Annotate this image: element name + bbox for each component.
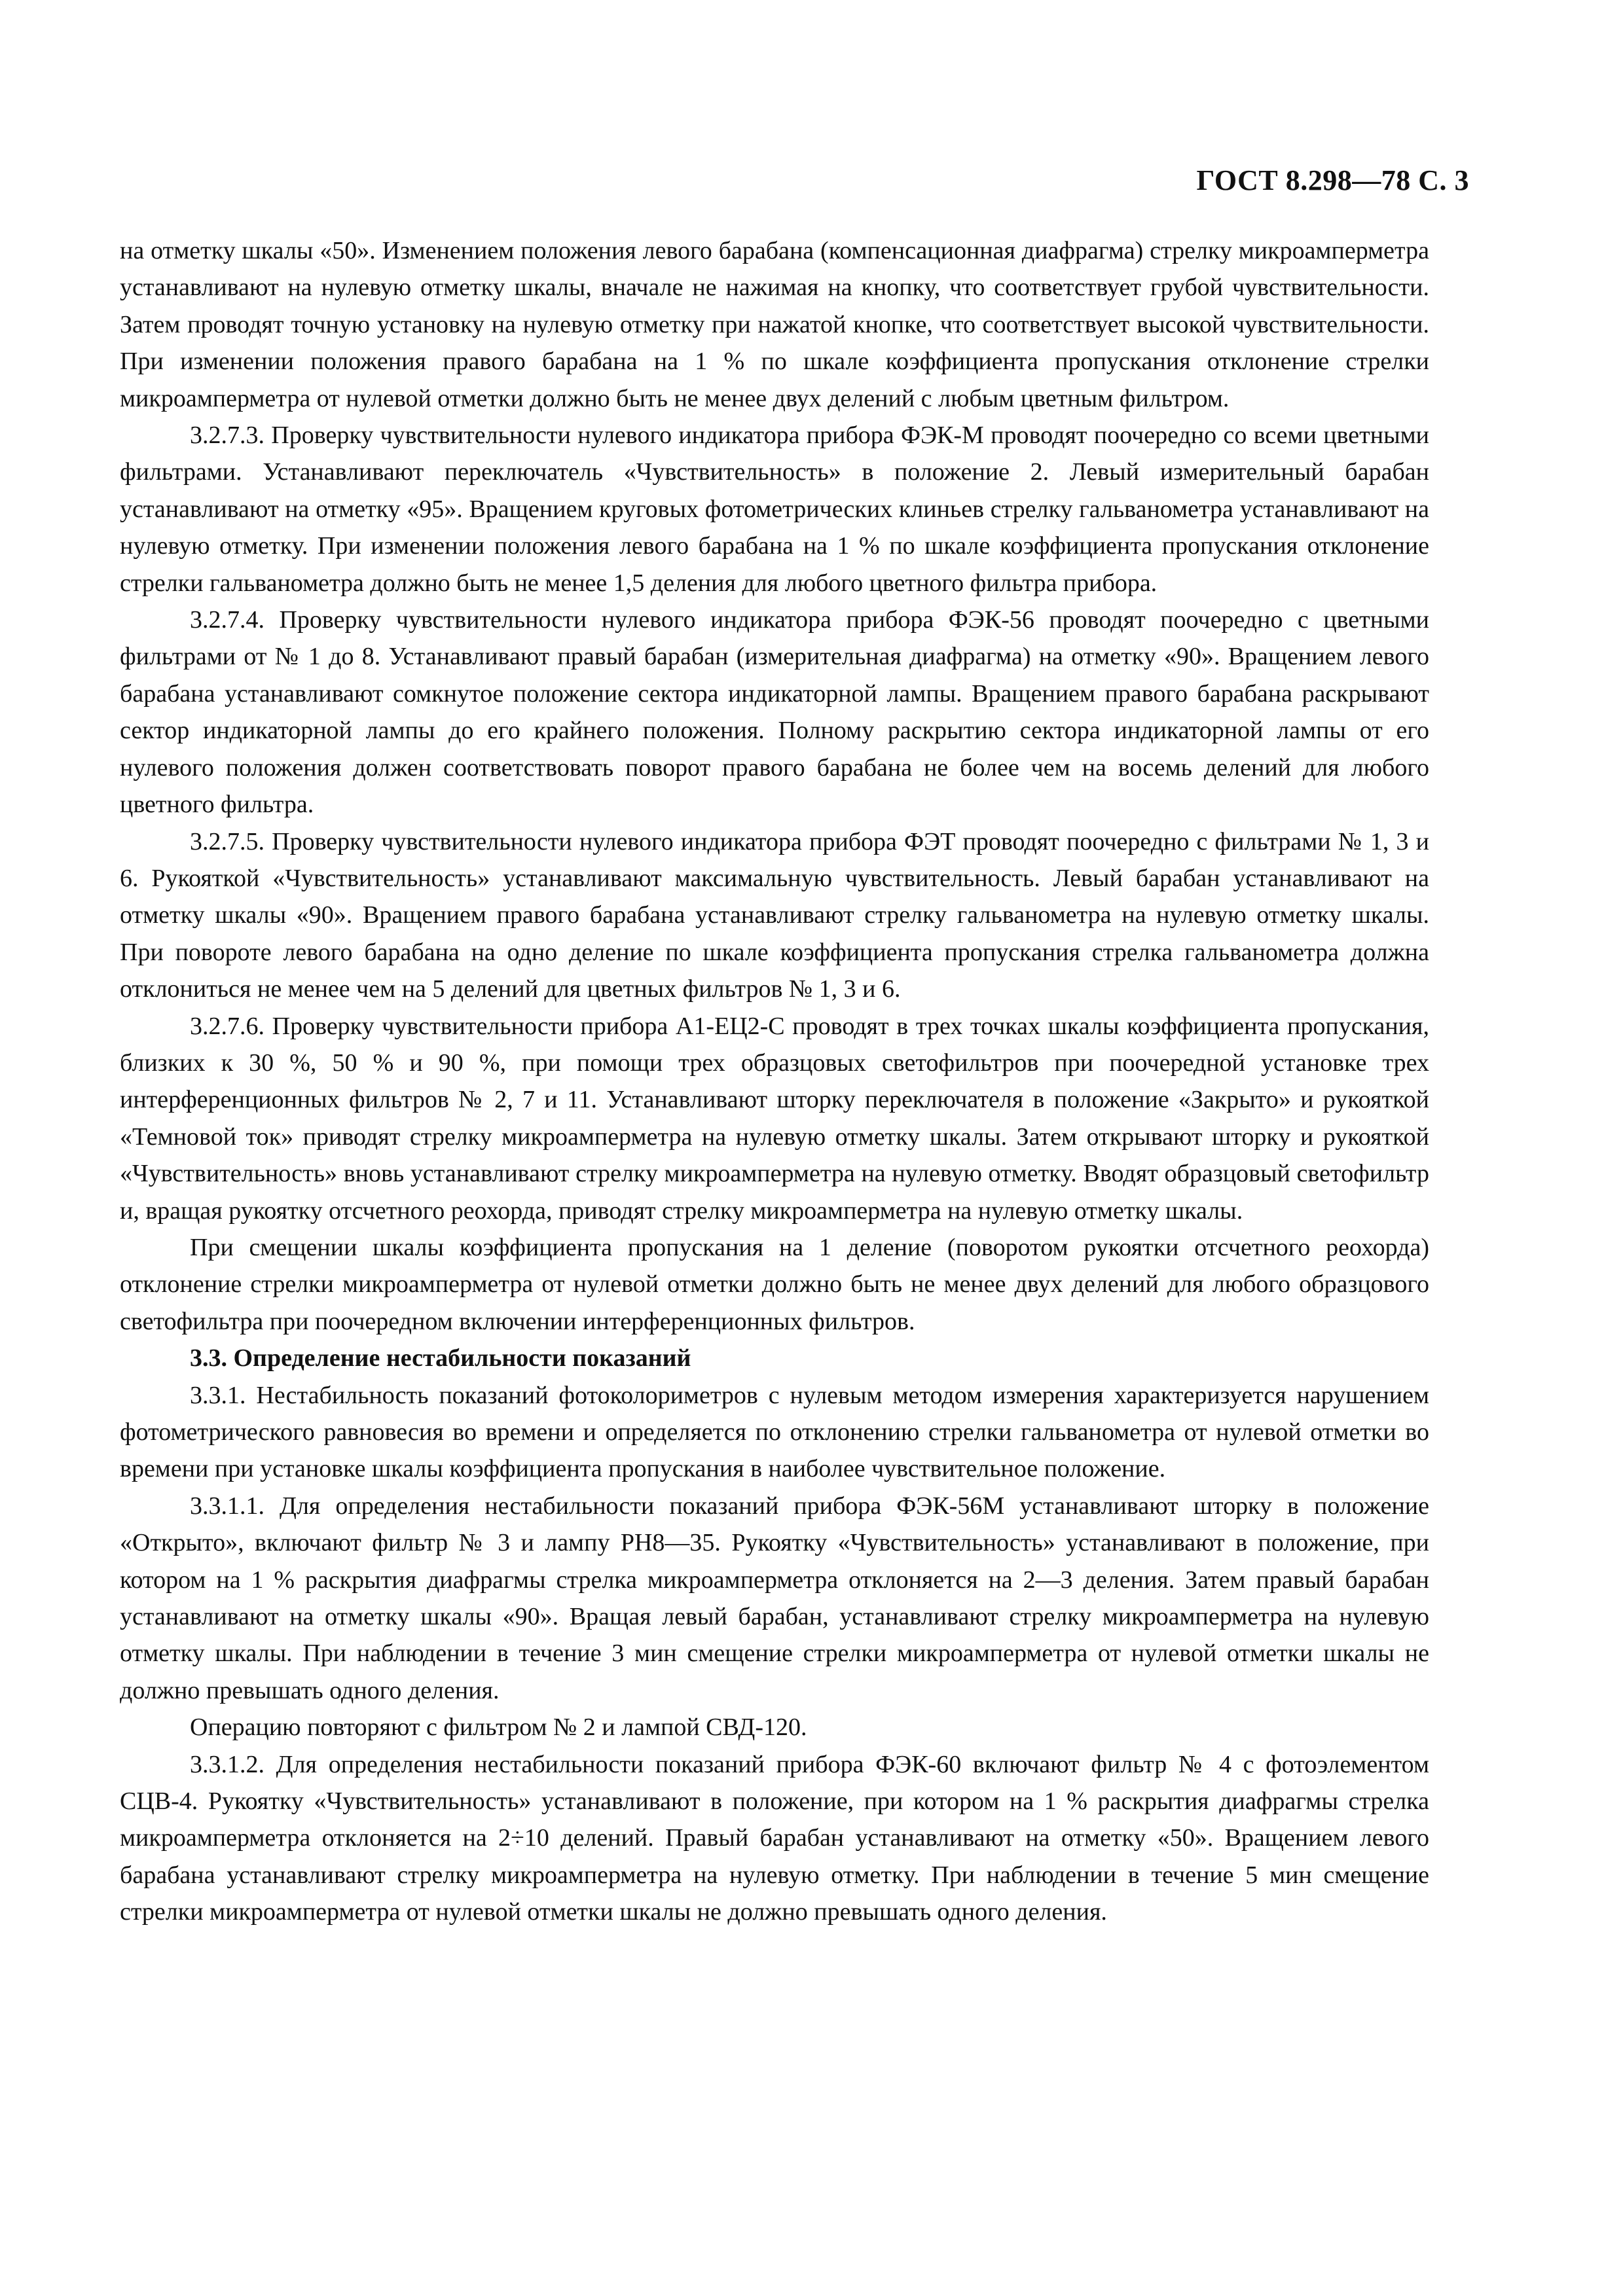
running-header: ГОСТ 8.298—78 С. 3 [1196,164,1469,196]
paragraph-continuation: на отметку шкалы «50». Изменением положения левого барабана (компенсационная диафрагма) стрелку микроамперметра устанавливают на нулевую отметку шкалы, вначале не нажимая на кнопку, что соответствует грубой чувствительности. Затем проводят точную установку на нулевую отметку при нажатой кнопке, что соответствует высокой чувствительности. При изменении положения правого барабана на 1 % по шкале коэффициента пропускания отклонение стрелки микроамперметра от нулевой отметки должно быть не менее двух делений с любым цветным фильтром. [120,237,1429,412]
paragraph-scale-shift: При смещении шкалы коэффициента пропускания на 1 деление (поворотом рукоятки отсчетного реохорда) отклонение стрелки микроамперметра от нулевой отметки должно быть не менее двух делений для любого образцового светофильтра при поочередном включении интерференционных фильтров. [120,1233,1429,1335]
paragraph-3-3-1: 3.3.1. Нестабильность показаний фотоколориметров с нулевым методом измерения характеризуется нарушением фотометрического равновесия во времени и определяется по отклонению стрелки гальванометра от нулевой отметки во времени при установке шкалы коэффициента пропускания в наиболее чувствительное положение. [120,1381,1429,1483]
paragraph-3-3-1-2: 3.3.1.2. Для определения нестабильности показаний прибора ФЭК-60 включают фильтр № 4 с фотоэлементом СЦВ-4. Рукоятку «Чувствительность» устанавливают в положение, при котором на 1 % раскрытия диафрагмы стрелка микроамперметра отклоняется на 2÷10 делений. Правый барабан устанавливают на отметку «50». Вращением левого барабана устанавливают стрелку микроамперметра на нулевую отметку. При наблюдении в течение 5 мин смещение стрелки микроамперметра от нулевой отметки шкалы не должно превышать одного деления. [120,1750,1429,1926]
document-body [120,232,1429,1931]
paragraph-3-2-7-5: 3.2.7.5. Проверку чувствительности нулевого индикатора прибора ФЭТ проводят поочередно с фильтрами № 1, 3 и 6. Рукояткой «Чувствительность» устанавливают максимальную чувствительность. Левый барабан устанавливают на отметку шкалы «90». Вращением правого барабана устанавливают стрелку гальванометра на нулевую отметку шкалы. При повороте левого барабана на одно деление по шкале коэффициента пропускания стрелка гальванометра должна отклониться не менее чем на 5 делений для цветных фильтров № 1, 3 и 6. [120,827,1429,1003]
paragraph-repeat-operation: Операцию повторяют с фильтром № 2 и лампой СВД-120. [190,1713,807,1742]
paragraph-3-3-1-1: 3.3.1.1. Для определения нестабильности показаний прибора ФЭК-56М устанавливают шторку в положение «Открыто», включают фильтр № 3 и лампу РН8—35. Рукоятку «Чувствительность» устанавливают в положение, при котором на 1 % раскрытия диафрагмы стрелка микроамперметра отклоняется на 2—3 деления. Затем правый барабан устанавливают на отметку шкалы «90». Вращая левый барабан, устанавливают стрелку микроамперметра на нулевую отметку шкалы. При наблюдении в течение 3 мин смещение стрелки микроамперметра от нулевой отметки шкалы не должно превышать одного деления. [120,1492,1429,1704]
section-heading-3-3: 3.3. Определение нестабильности показаний [190,1344,691,1372]
paragraph-3-2-7-6: 3.2.7.6. Проверку чувствительности прибора А1-ЕЦ2-С проводят в трех точках шкалы коэффициента пропускания, близких к 30 %, 50 % и 90 %, при помощи трех образцовых светофильтров при поочередной установке трех интерференционных фильтров № 2, 7 и 11. Устанавливают шторку переключателя в положение «Закрыто» и рукояткой «Темновой ток» приводят стрелку микроамперметра на нулевую отметку шкалы. Затем открывают шторку и рукояткой «Чувствительность» вновь устанавливают стрелку микроамперметра на нулевую отметку. Вводят образцовый светофильтр и, вращая рукоятку отсчетного реохорда, приводят стрелку микроамперметра на нулевую отметку шкалы. [120,1012,1429,1225]
paragraph-3-2-7-3: 3.2.7.3. Проверку чувствительности нулевого индикатора прибора ФЭК-М проводят поочередно со всеми цветными фильтрами. Устанавливают переключатель «Чувствительность» в положение 2. Левый измерительный барабан устанавливают на отметку «95». Вращением круговых фотометрических клиньев стрелку гальванометра устанавливают на нулевую отметку. При изменении положения левого барабана на 1 % по шкале коэффициента пропускания отклонение стрелки гальванометра должно быть не менее 1,5 деления для любого цветного фильтра прибора. [120,422,1429,597]
paragraph-3-2-7-4: 3.2.7.4. Проверку чувствительности нулевого индикатора прибора ФЭК-56 проводят поочередно с цветными фильтрами от № 1 до 8. Устанавливают правый барабан (измерительная диафрагма) на отметку «90». Вращением левого барабана устанавливают сомкнутое положение сектора индикаторной лампы. Вращением правого барабана раскрывают сектор индикаторной лампы до его крайнего положения. Полному раскрытию сектора индикаторной лампы от его нулевого положения должен соответствовать поворот правого барабана не более чем на восемь делений для любого цветного фильтра. [120,606,1429,819]
